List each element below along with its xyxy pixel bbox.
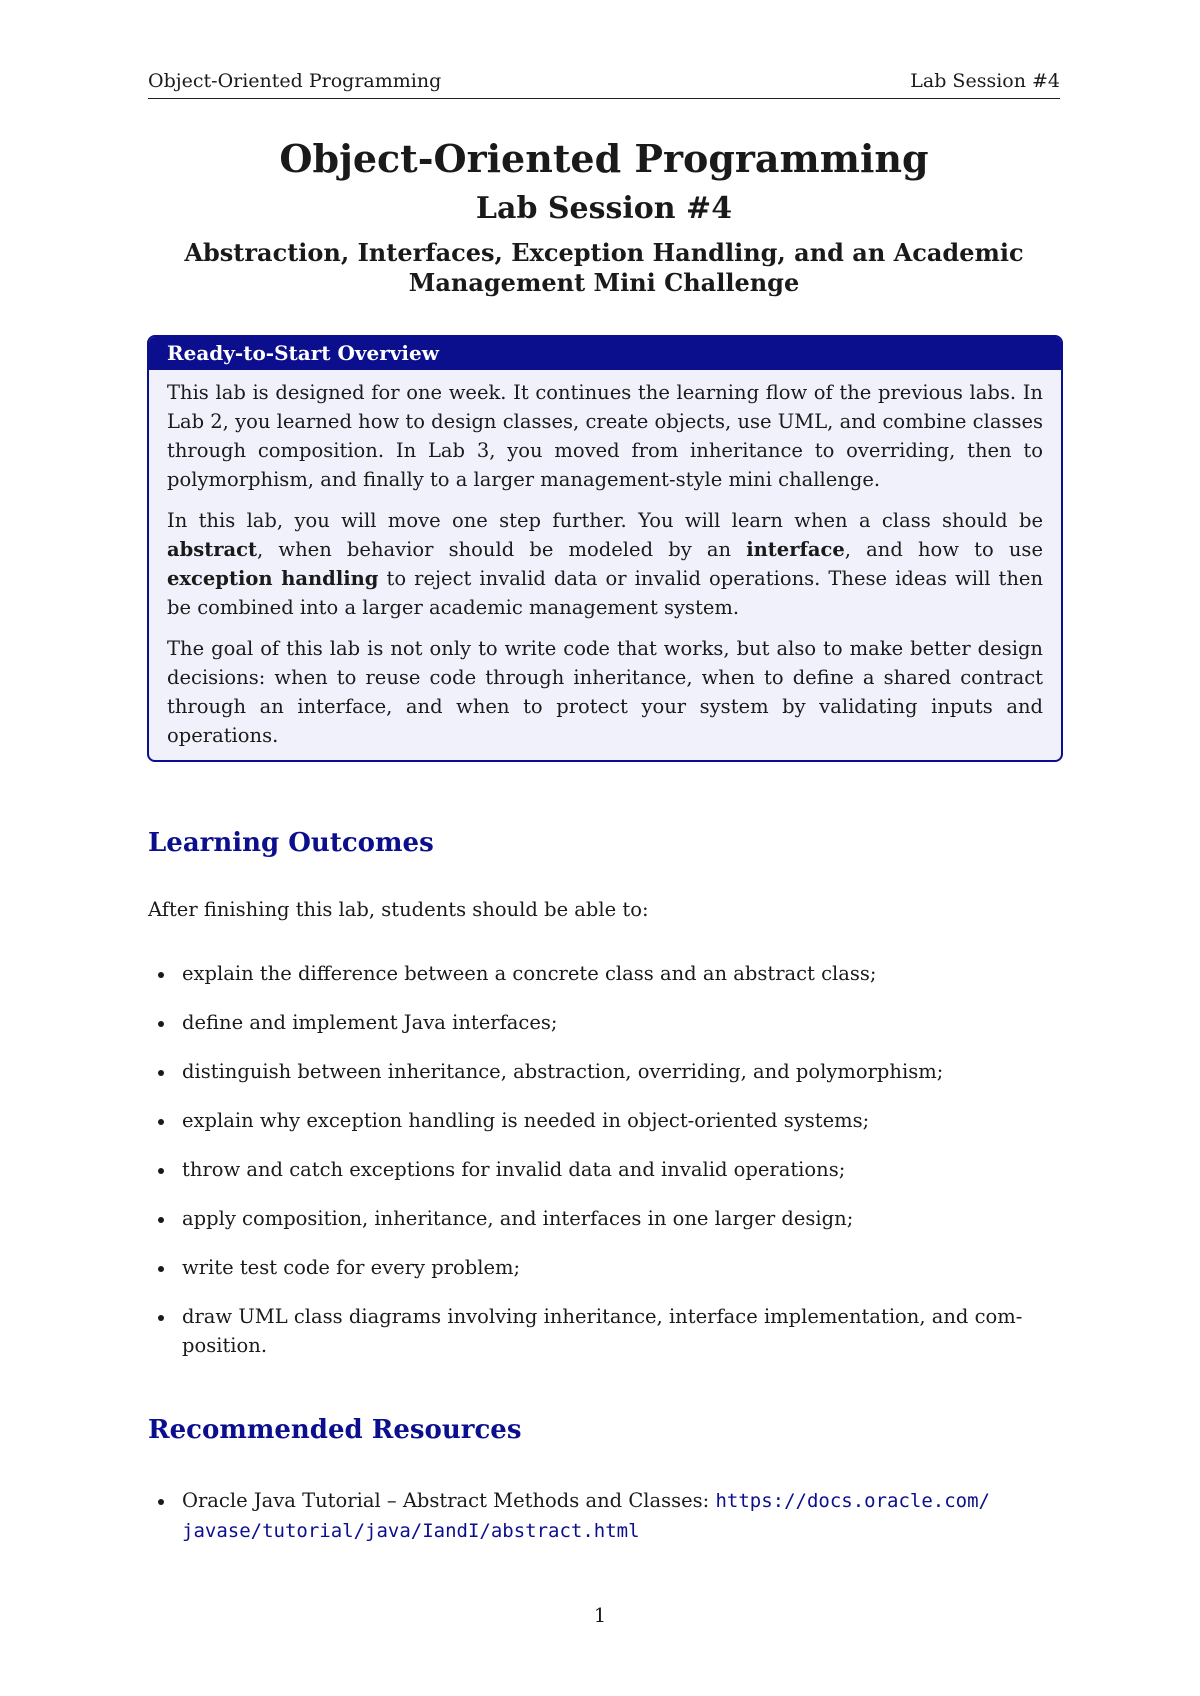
outcomes-intro: After finishing this lab, students should be able to: [148, 898, 649, 921]
overview-title: Ready-to-Start Overview [149, 337, 1061, 370]
overview-box [147, 335, 1063, 762]
page-number: 1 [593, 1604, 607, 1627]
topic-line-2: Management Mini Challenge [408, 268, 800, 297]
resource-link-line-2[interactable]: javase/tutorial/java/IandI/abstract.html [182, 1520, 640, 1542]
bullet-icon [158, 1499, 164, 1505]
title-block [148, 136, 1060, 298]
list-item-text: draw UML class diagrams involving inheritance, interface implementation, and com-position. [182, 1305, 1023, 1357]
overview-paragraph-3: The goal of this lab is not only to write code that works, but also to make better design decisions: when to reuse code through inheritance, when to define a shared contract through an interface, and when to protect your system by validating inputs and operations. [167, 637, 1043, 747]
p2-bold-interface: interface [746, 538, 845, 561]
list-item-text: throw and catch exceptions for invalid data and invalid operations; [182, 1158, 846, 1181]
list-item [148, 1008, 1060, 1037]
bullet-icon [158, 1266, 164, 1272]
document-topic [148, 238, 1060, 298]
header-right: Lab Session #4 [910, 70, 1060, 92]
p2-text-a: In this lab, you will move one step further. You will learn when a class should be [167, 509, 1043, 532]
list-item-text: explain why exception handling is needed in object-oriented systems; [182, 1109, 870, 1132]
overview-body [149, 370, 1061, 760]
recommended-resources-heading: Recommended Resources [148, 1415, 522, 1445]
overview-paragraph-1: This lab is designed for one week. It continues the learning flow of the previous labs. In Lab 2, you learned how to design classes, create objects, use UML, and combine classes through composition. In Lab 3, you moved from inheritance to overriding, then to polymorphism, and finally to a larger management-style mini challenge. [167, 381, 1043, 491]
list-item-text: define and implement Java interfaces; [182, 1011, 558, 1034]
document-title: Object-Oriented Programming [279, 136, 929, 181]
overview-paragraph-2 [167, 506, 1043, 622]
list-item [148, 1155, 1060, 1184]
header-left: Object-Oriented Programming [148, 70, 442, 92]
resource-link-line-1[interactable]: https://docs.oracle.com/ [715, 1490, 990, 1512]
document-subtitle: Lab Session #4 [475, 191, 733, 226]
list-item [148, 1486, 1060, 1546]
p2-bold-abstract: abstract [167, 538, 258, 561]
learning-outcomes-heading: Learning Outcomes [148, 828, 434, 858]
bullet-icon [158, 1021, 164, 1027]
bullet-icon [158, 1168, 164, 1174]
p2-text-e: , and how to use [844, 538, 1043, 561]
resource-text: Oracle Java Tutorial – Abstract Methods and Classes: [182, 1489, 716, 1512]
list-item-text: explain the difference between a concrete class and an abstract class; [182, 962, 877, 985]
p2-text-g: to reject invalid data or invalid operations. These ideas will then be combined into a larger academic management system. [167, 567, 1044, 619]
bullet-icon [158, 972, 164, 978]
list-item [148, 1253, 1060, 1282]
bullet-icon [158, 1070, 164, 1076]
running-header [148, 70, 1060, 99]
resources-list [148, 1486, 1060, 1546]
outcomes-list [148, 959, 1060, 1380]
p2-text-c: , when behavior should be modeled by an [257, 538, 747, 561]
list-item [148, 1302, 1060, 1360]
bullet-icon [158, 1217, 164, 1223]
bullet-icon [158, 1315, 164, 1321]
list-item-text: apply composition, inheritance, and interfaces in one larger design; [182, 1207, 854, 1230]
list-item [148, 1204, 1060, 1233]
p2-bold-exception-handling: exception handling [167, 567, 379, 590]
list-item-text: write test code for every problem; [182, 1256, 521, 1279]
list-item-text: distinguish between inheritance, abstraction, overriding, and polymorphism; [182, 1060, 944, 1083]
topic-line-1: Abstraction, Interfaces, Exception Handling, and an Academic [184, 238, 1024, 267]
list-item [148, 1057, 1060, 1086]
bullet-icon [158, 1119, 164, 1125]
list-item [148, 1106, 1060, 1135]
list-item [148, 959, 1060, 988]
